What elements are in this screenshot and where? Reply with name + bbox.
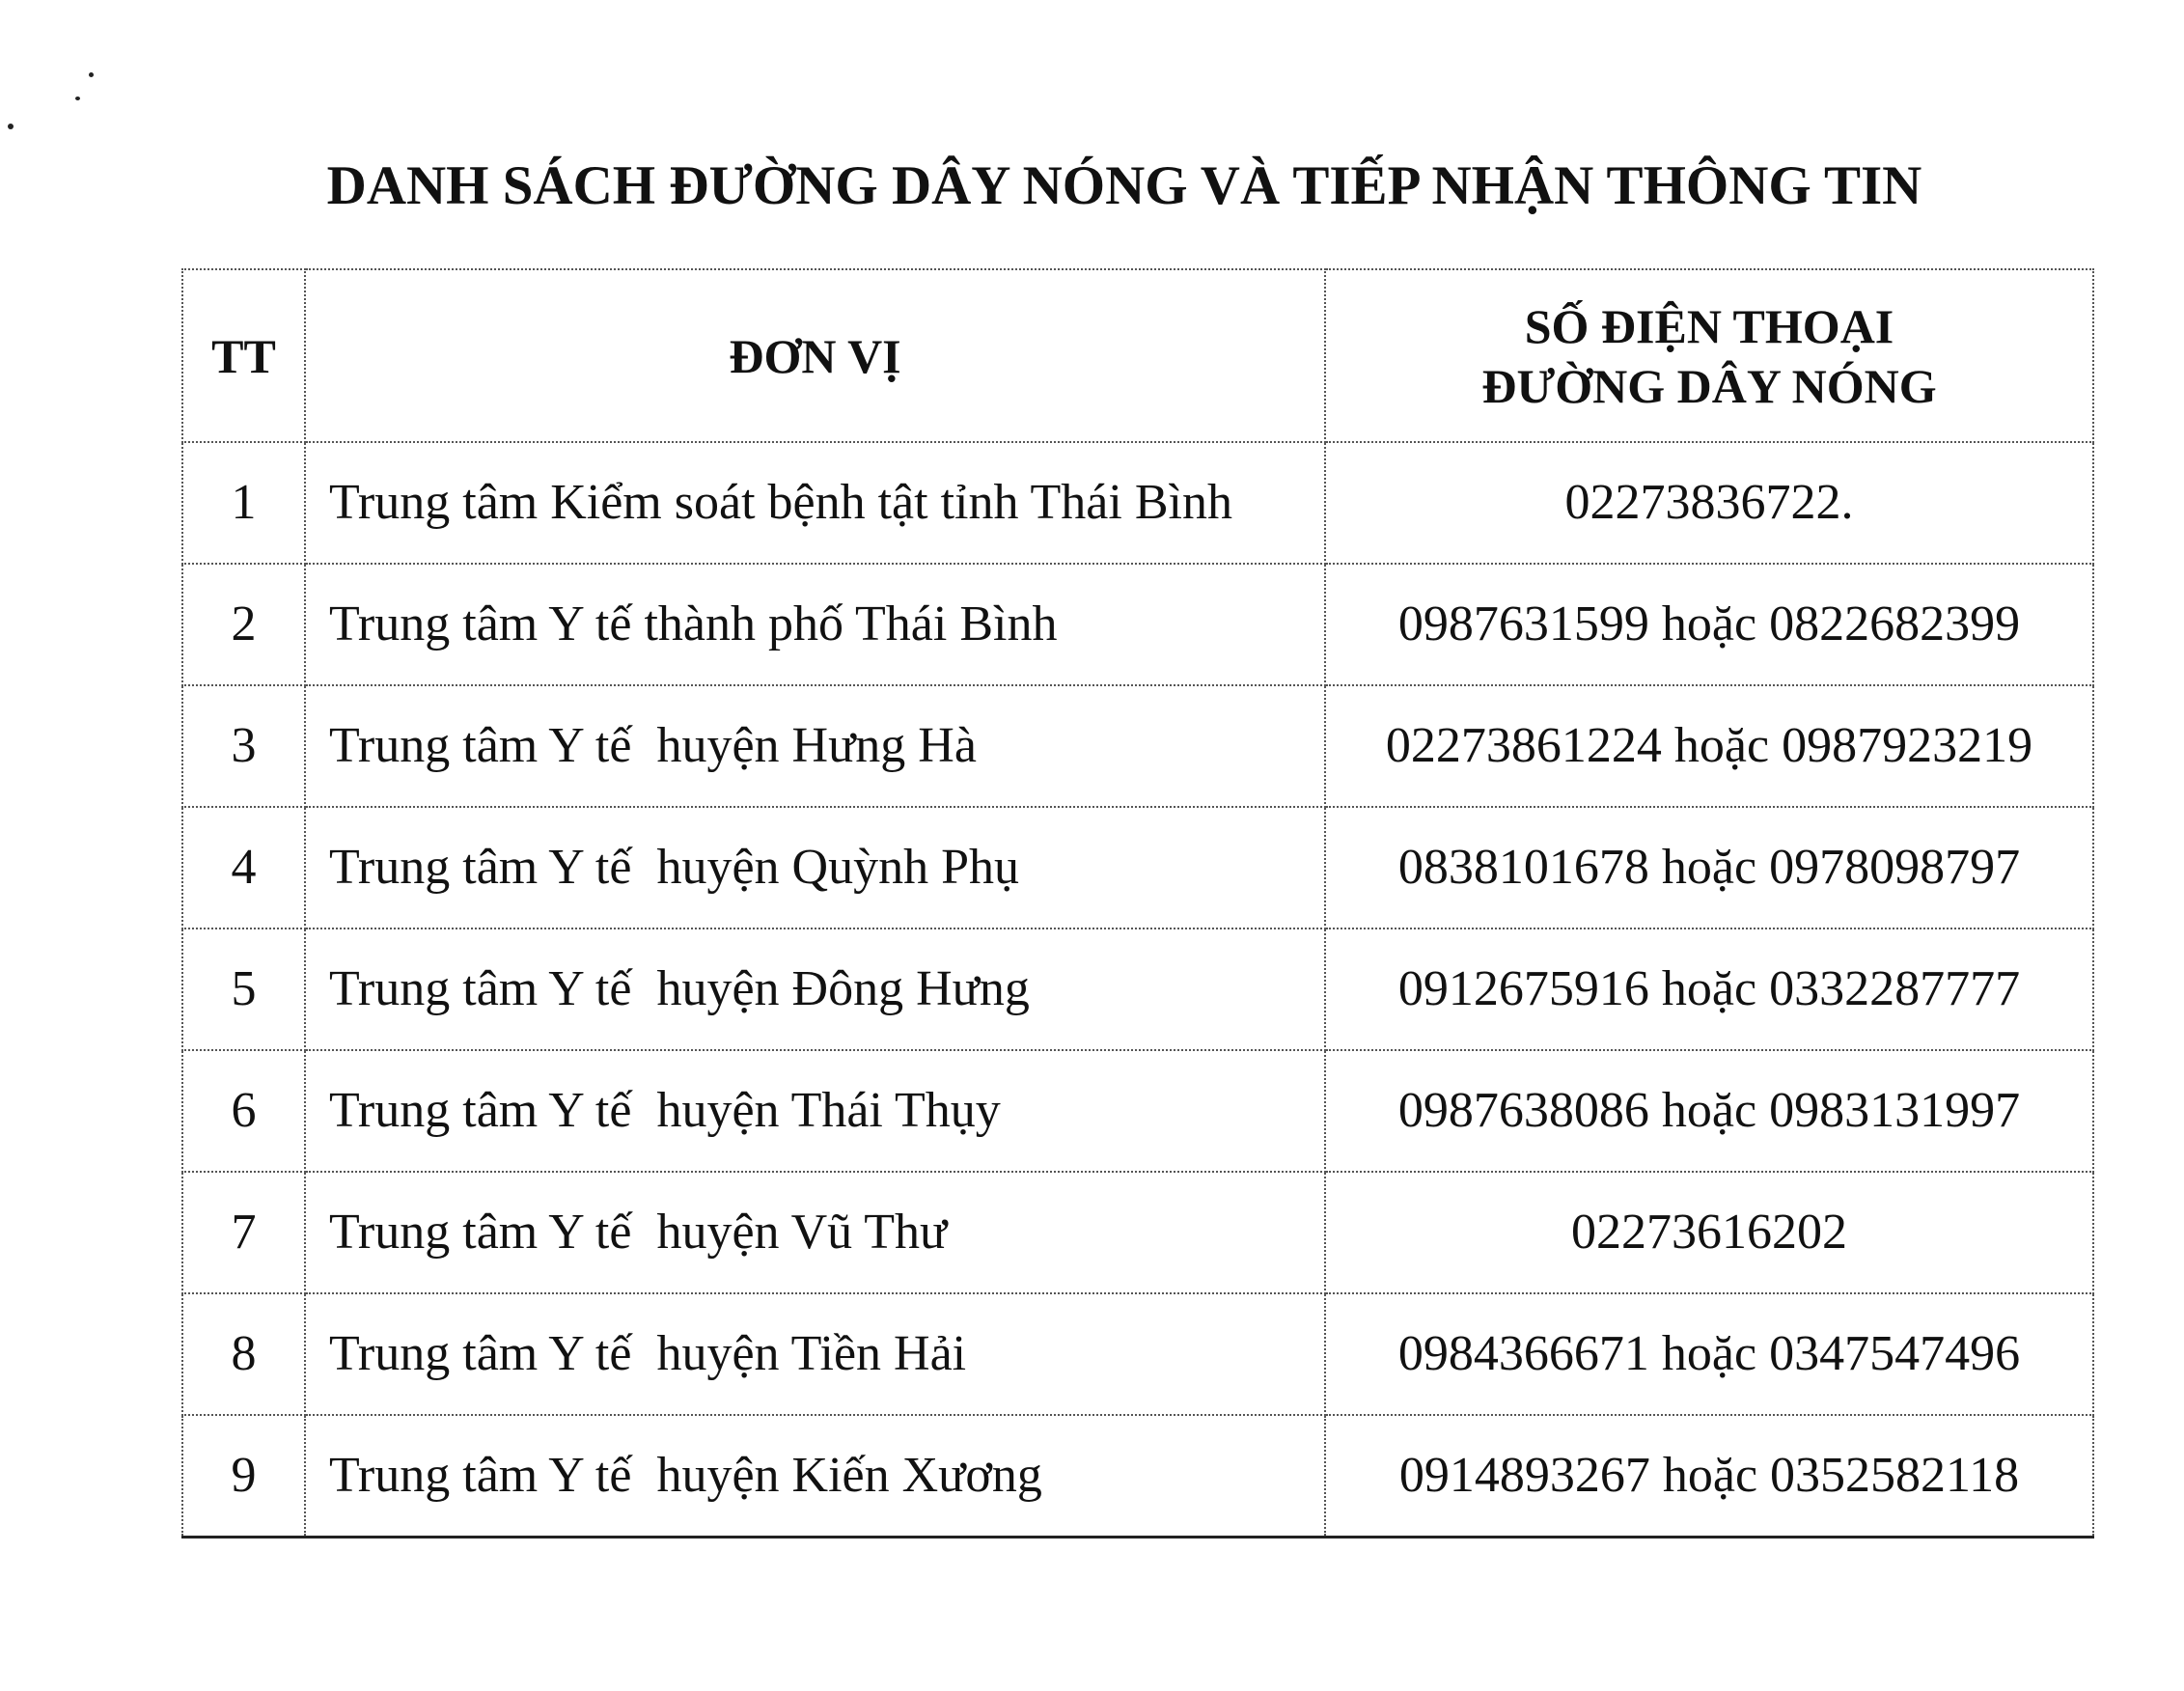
header-phone [1325, 269, 2093, 442]
table-row [182, 1172, 2093, 1293]
hotline-phone: 0838101678 hoặc 0978098797 [1325, 807, 2093, 929]
unit-name: Trung tâm Y tế thành phố Thái Bình [305, 564, 1325, 685]
row-number: 7 [182, 1172, 305, 1293]
unit-name: Trung tâm Y tế huyện Thái Thụy [305, 1050, 1325, 1172]
table-row [182, 442, 2093, 564]
header-phone-line1: SỐ ĐIỆN THOẠI [1524, 298, 1894, 353]
table-body [182, 442, 2093, 1538]
scan-speck [89, 72, 94, 77]
hotline-phone: 0987631599 hoặc 0822682399 [1325, 564, 2093, 685]
hotline-phone: 02273861224 hoặc 0987923219 [1325, 685, 2093, 807]
row-number: 5 [182, 929, 305, 1050]
unit-name: Trung tâm Y tế huyện Vũ Thư [305, 1172, 1325, 1293]
page-title: DANH SÁCH ĐƯỜNG DÂY NÓNG VÀ TIẾP NHẬN THÔNG TIN [326, 155, 1922, 216]
unit-name: Trung tâm Y tế huyện Đông Hưng [305, 929, 1325, 1050]
header-unit: ĐƠN VỊ [305, 269, 1325, 442]
table-row [182, 807, 2093, 929]
header-tt: TT [182, 269, 305, 442]
unit-name: Trung tâm Y tế huyện Tiền Hải [305, 1293, 1325, 1415]
unit-name: Trung tâm Y tế huyện Quỳnh Phụ [305, 807, 1325, 929]
header-phone-line2: ĐƯỜNG DÂY NÓNG [1481, 358, 1937, 413]
table-row [182, 1415, 2093, 1538]
hotline-phone: 02273616202 [1325, 1172, 2093, 1293]
table-row [182, 564, 2093, 685]
table-row [182, 1293, 2093, 1415]
hotline-phone: 0984366671 hoặc 0347547496 [1325, 1293, 2093, 1415]
scan-speck [75, 97, 80, 100]
hotline-table [181, 268, 2094, 1539]
unit-name: Trung tâm Y tế huyện Kiến Xương [305, 1415, 1325, 1538]
row-number: 6 [182, 1050, 305, 1172]
row-number: 8 [182, 1293, 305, 1415]
row-number: 9 [182, 1415, 305, 1538]
table-row [182, 685, 2093, 807]
table-header-row [182, 269, 2093, 442]
row-number: 2 [182, 564, 305, 685]
scan-speck [8, 124, 14, 129]
table-row [182, 1050, 2093, 1172]
unit-name: Trung tâm Y tế huyện Hưng Hà [305, 685, 1325, 807]
hotline-phone: 0912675916 hoặc 0332287777 [1325, 929, 2093, 1050]
row-number: 1 [182, 442, 305, 564]
unit-name: Trung tâm Kiểm soát bệnh tật tỉnh Thái Bình [305, 442, 1325, 564]
row-number: 4 [182, 807, 305, 929]
row-number: 3 [182, 685, 305, 807]
hotline-phone: 0914893267 hoặc 0352582118 [1325, 1415, 2093, 1538]
hotline-phone: 0987638086 hoặc 0983131997 [1325, 1050, 2093, 1172]
hotline-phone: 02273836722. [1325, 442, 2093, 564]
table-row [182, 929, 2093, 1050]
